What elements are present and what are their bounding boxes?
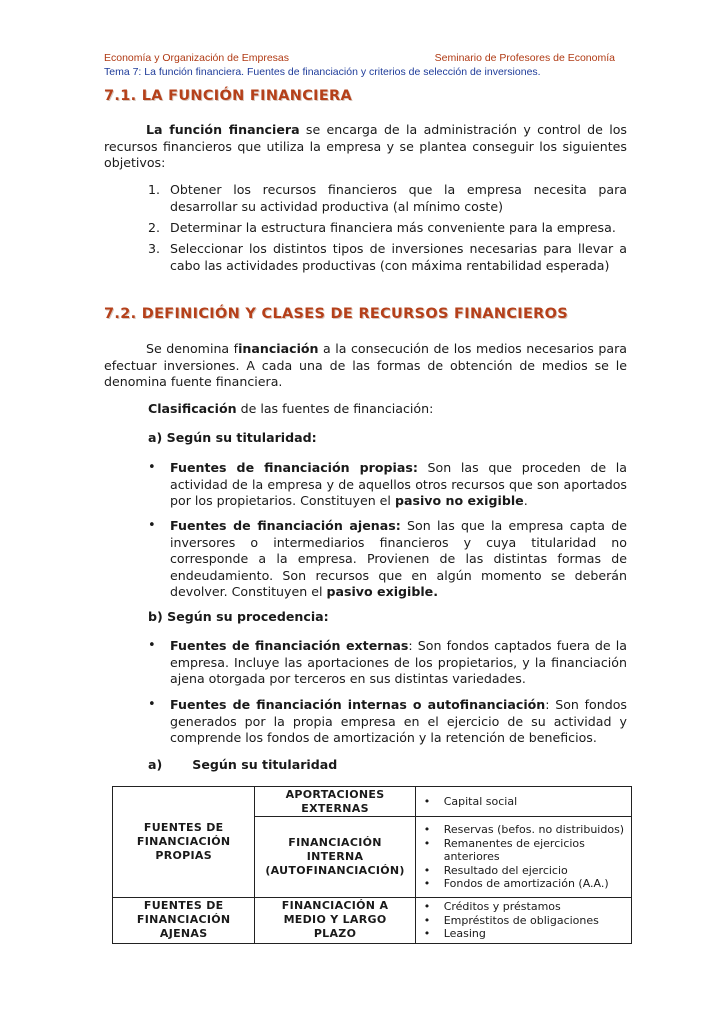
subheading-procedencia: b) Según su procedencia: [148, 609, 329, 624]
cell-medio-largo: FINANCIACIÓN A MEDIO Y LARGO PLAZO [255, 898, 415, 944]
cell-ajenas: FUENTES DE FINANCIACIÓN AJENAS [113, 898, 255, 944]
section2-definition: Se denomina financiación a la consecución de los medios necesarios para efectuar inversiones. A cada una de las formas de obtención de medios se le denomina fuente financiera. [104, 341, 627, 389]
list-item: • Reservas (befos. no distribuidos) [420, 823, 631, 837]
cell-aportaciones: APORTACIONES EXTERNAS [255, 787, 415, 817]
cell-interna: FINANCIACIÓN INTERNA (AUTOFINANCIACIÓN) [255, 817, 415, 898]
objective-item-1: 1. Obtener los recursos financieros que la empresa necesita para desarrollar su actividad productiva (al mínimo coste) [148, 182, 627, 214]
section1-intro: La función financiera se encarga de la administración y control de los recursos financieros que utiliza la empresa y se plantea conseguir los siguientes objetivos: [104, 122, 627, 170]
list-item: • Leasing [420, 927, 631, 941]
cell-propias: FUENTES DE FINANCIACIÓN PROPIAS [113, 787, 255, 898]
bullet-externas: • Fuentes de financiación externas: Son fondos captados fuera de la empresa. Incluye las aportaciones de los propietarios, y la financiación ajena otorgada por terceros en sus distintas variedades. [148, 638, 627, 686]
page-header [104, 51, 627, 79]
list-item: • Resultado del ejercicio [420, 864, 631, 878]
bullet-propias: • Fuentes de financiación propias: Son las que proceden de la actividad de la empresa y de aquellos otros recursos que son aportados por los propietarios. Constituyen el pasivo no exigible. [148, 460, 627, 508]
cell-medio-list [415, 898, 631, 944]
header-subtitle: Tema 7: La función financiera. Fuentes de financiación y criterios de selección de inversiones. [104, 66, 541, 78]
clasificacion-line: Clasificación de las fuentes de financiación: [148, 401, 434, 416]
cell-aportaciones-list [415, 787, 631, 817]
financing-table [112, 786, 632, 944]
subheading-titularidad: a) Según su titularidad: [148, 430, 317, 445]
list-item: • Empréstitos de obligaciones [420, 914, 631, 928]
list-item: • Remanentes de ejercicios anteriores [420, 837, 631, 864]
cell-interna-list [415, 817, 631, 898]
section1-title: 7.1. LA FUNCIÓN FINANCIERA [104, 88, 353, 104]
header-left: Economía y Organización de Empresas [104, 52, 290, 64]
section2-title: 7.2. DEFINICIÓN Y CLASES DE RECURSOS FINANCIEROS [104, 306, 569, 322]
intro-bold: La función financiera [146, 122, 300, 137]
bullet-internas: • Fuentes de financiación internas o autofinanciación: Son fondos generados por la propia empresa en el ejercicio de su actividad y comprende los fondos de amortización y la retención de beneficios. [148, 697, 627, 745]
header-right: Seminario de Profesores de Economía [434, 52, 615, 64]
list-item: • Fondos de amortización (A.A.) [420, 877, 631, 891]
objective-item-2: 2. Determinar la estructura financiera más conveniente para la empresa. [148, 220, 616, 235]
bullet-ajenas: • Fuentes de financiación ajenas: Son las que la empresa capta de inversores o intermediarios financieros y cuya titularidad no corresponde a la empresa. Provienen de las distintas formas de endeudamiento. Son recursos que en algún momento se deberán devolver. Constituyen el pasivo exigible. [148, 518, 627, 599]
list-item: • Créditos y préstamos [420, 900, 631, 914]
objective-item-3: 3. Seleccionar los distintos tipos de inversiones necesarias para llevar a cabo las actividades productivas (con máxima rentabilidad esperada) [148, 241, 627, 273]
subheading-titularidad-2: a) Según su titularidad [148, 757, 338, 772]
list-item: • Capital social [420, 795, 631, 809]
